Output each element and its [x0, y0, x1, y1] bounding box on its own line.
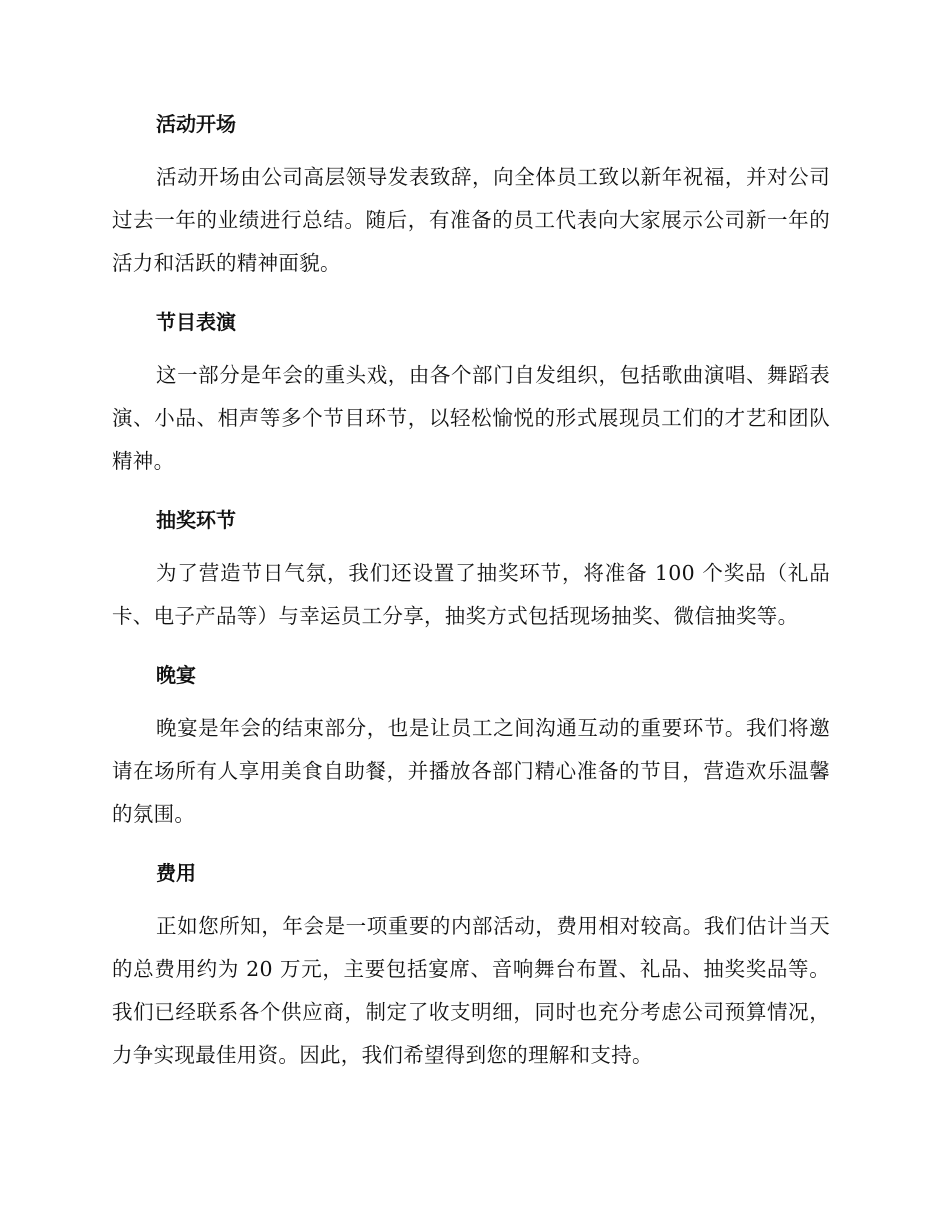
section-body-cost: 正如您所知，年会是一项重要的内部活动，费用相对较高。我们估计当天的总费用约为 20 万元，主要包括宴席、音响舞台布置、礼品、抽奖奖品等。我们已经联系各个供应商，制定了收支明细，同时也充分考虑公司预算情况，力争实现最佳用资。因此，我们希望得到您的理解和支持。 — [112, 914, 830, 1067]
section-body-performance: 这一部分是年会的重头戏，由各个部门自发组织，包括歌曲演唱、舞蹈表演、小品、相声等多个节目环节，以轻松愉悦的形式展现员工们的才艺和团队精神。 — [112, 363, 830, 473]
section-body-lottery: 为了营造节日气氛，我们还设置了抽奖环节，将准备 100 个奖品（礼品卡、电子产品等）与幸运员工分享，抽奖方式包括现场抽奖、微信抽奖等。 — [112, 561, 830, 628]
section-heading-performance: 节目表演 — [156, 310, 236, 334]
section-heading-opening: 活动开场 — [156, 112, 236, 136]
section-body-opening: 活动开场由公司高层领导发表致辞，向全体员工致以新年祝福，并对公司过去一年的业绩进行总结。随后，有准备的员工代表向大家展示公司新一年的活力和活跃的精神面貌。 — [112, 165, 830, 275]
section-body-dinner: 晚宴是年会的结束部分，也是让员工之间沟通互动的重要环节。我们将邀请在场所有人享用美食自助餐，并播放各部门精心准备的节目，营造欢乐温馨的氛围。 — [112, 716, 830, 826]
section-heading-cost: 费用 — [156, 861, 196, 885]
section-heading-lottery: 抽奖环节 — [156, 508, 236, 532]
section-heading-dinner: 晚宴 — [156, 663, 196, 687]
document-page — [112, 110, 830, 1077]
